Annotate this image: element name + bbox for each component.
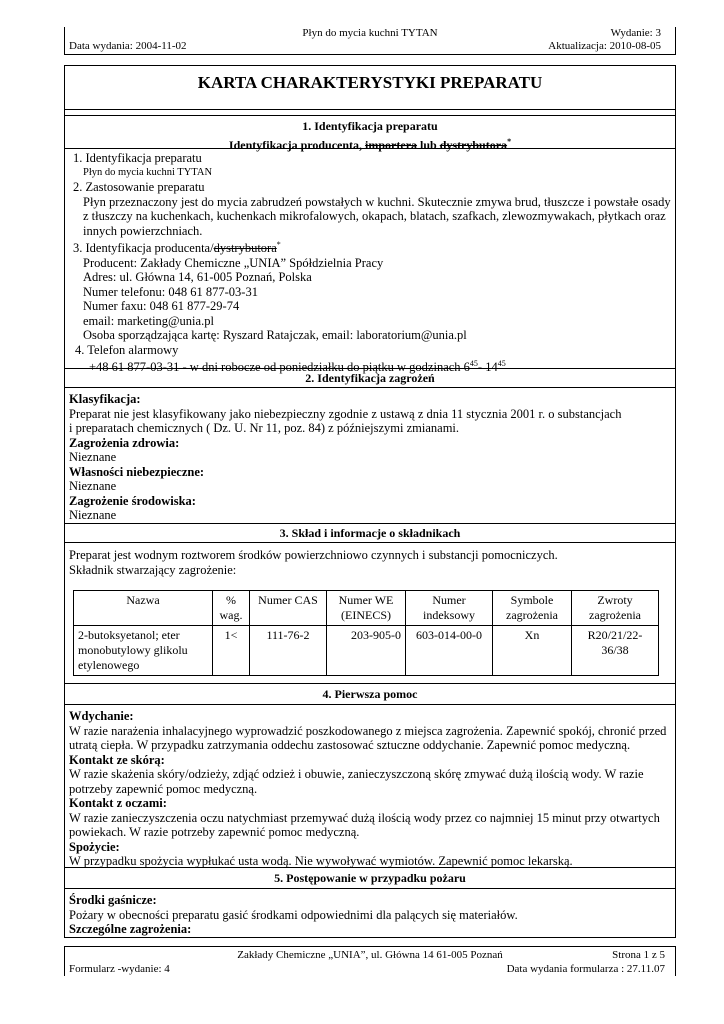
document-body [64,65,676,938]
s2-env-value: Nieznane [69,508,117,522]
s1-item-1: 1. Identyfikacja preparatu [73,151,202,165]
table-cell: 203-905-0 [327,626,406,676]
page-title: KARTA CHARAKTERYSTYKI PREPARATU [197,73,543,92]
s1-usage-line: innych powierzchniach. [83,223,203,238]
s4-text: powiekach. W razie potrzeby zapewnić pomoc medyczną. [69,825,360,839]
footer-form-date: Data wydania formularza : 27.11.07 [506,963,665,975]
s1-phone: Numer telefonu: 048 61 877-03-31 [83,284,258,299]
col-header: Symbole zagrożenia [493,591,572,626]
col-header: Numer indeksowy [406,591,493,626]
footer-page: Strona 1 z 5 [612,949,665,961]
composition-table [73,590,659,676]
s4-eye-heading: Kontakt z oczami: [69,796,167,810]
s2-danger-heading: Własności niebezpieczne: [69,464,205,479]
s4-ingestion-heading: Spożycie: [69,839,120,854]
s4-text: W razie skażenia skóry/odzieży, zdjąć odzież i obuwie, zanieczyszczoną skórę zmywać dużą ilością wody. W razie [69,767,644,781]
s5-text: Pożary w obecności preparatu gasić środkami odpowiednimi dla palących się materiałów. [69,907,518,922]
section-3-content [69,548,671,577]
s5-extinguishing-heading: Środki gaśnicze: [69,893,157,907]
s3-text: Preparat jest wodnym roztworem środków powierzchniowo czynnych i substancji pomocniczych. [69,548,558,562]
s4-text: W przypadku spożycia wypłukać usta wodą. Nie wywoływać wymiotów. Zapewnić pomoc lekarską. [69,854,573,868]
s1-item-3: 3. Identyfikacja producenta/dystrybutora* [73,240,281,256]
col-header: Numer WE (EINECS) [327,591,406,626]
section-1-heading [65,115,675,152]
table-header-row [74,591,659,626]
s4-text: W razie zanieczyszczenia oczu natychmiast przemywać dużą ilością wody przez co najmniej 15 minut przy otwartych [69,810,660,825]
s3-text: Składnik stwarzający zagrożenie: [69,562,237,577]
table-cell: 2-butoksyetanol; eter monobutylowy glikolu etylenowego [74,626,213,676]
section-4-heading: 4. Pierwsza pomoc [65,683,675,705]
s1-preparer: Osoba sporządzająca kartę: Ryszard Ratajczak, email: laboratorium@unia.pl [83,328,467,343]
s1-producer: Producent: Zakłady Chemiczne „UNIA” Spółdzielnia Pracy [83,255,384,270]
table-cell: Xn [493,626,572,676]
s1-alarm-phone: +48 61 877-03-31 - w dni robocze od poniedziałku do piątku w godzinach $6^{45}-$ $14^{45}$ [89,359,506,375]
table-cell: 1< [213,626,250,676]
page-header [64,27,676,55]
page-footer [64,946,676,976]
footer-form: Formularz -wydanie: 4 [69,963,170,975]
table-cell: 111-76-2 [250,626,327,676]
s2-health-value: Nieznane [69,450,117,464]
s2-danger-value: Nieznane [69,479,117,493]
section-1-title: 1. Identyfikacja preparatu [302,119,438,133]
s1-product-name: Płyn do mycia kuchni TYTAN [83,166,213,178]
s1-usage-line: z tłuszczy na kuchenkach, kuchenkach mikrofalowych, okapach, blatach, szafkach, zlewozmywakach, płytkach oraz [83,209,666,223]
s1-fax: Numer faxu: 048 61 877-29-74 [83,299,240,314]
s2-classification-text: i preparatach chemicznych ( Dz. U. Nr 11, poz. 84) z późniejszymi zmianami. [69,421,460,435]
col-header: Numer CAS [250,591,327,626]
section-5-content [69,893,671,937]
section-1-subtitle: Identyfikacja producenta, importera lub dystrybutora* [228,137,512,152]
s1-address: Adres: ul. Główna 14, 61-005 Poznań, Polska [83,270,312,285]
s2-health-heading: Zagrożenia zdrowia: [69,435,180,450]
s1-email: email: marketing@unia.pl [83,313,214,328]
s2-classification-heading: Klasyfikacja: [69,392,141,406]
section-1-content [69,151,671,375]
col-header: Zwroty zagrożenia [572,591,659,626]
section-2-content [69,392,671,523]
s1-item-2: 2. Zastosowanie preparatu [73,180,205,194]
header-issue-date: Data wydania: 2004-11-02 [69,40,187,52]
s1-item-4: 4. Telefon alarmowy [75,342,179,357]
title-box [65,66,675,110]
col-header: Nazwa [74,591,213,626]
section-5-heading: 5. Postępowanie w przypadku pożaru [65,867,675,889]
header-product: Płyn do mycia kuchni TYTAN [302,27,438,39]
table-row [74,626,659,676]
s1-usage-line: Płyn przeznaczony jest do mycia zabrudzeń powstałych w kuchni. Skutecznie zmywa brud, tłuszcze i powstałe osady [83,194,671,209]
s4-text: W razie narażenia inhalacyjnego wyprowadzić poszkodowanego z miejsca zagrożenia. Zapewnić spokój, chronić przed [69,723,667,738]
s2-env-heading: Zagrożenie środowiska: [69,493,196,508]
section-2-heading: 2. Identyfikacja zagrożeń [65,368,675,388]
section-3-heading: 3. Skład i informacje o składnikach [65,523,675,543]
table-cell: 603-014-00-0 [406,626,493,676]
header-edition: Wydanie: 3 [610,27,661,39]
s4-text: utratą ciepła. W przypadku zatrzymania oddechu zastosować sztuczne oddychanie. Zapewnić pomoc medyczną. [69,738,631,752]
header-update: Aktualizacja: 2010-08-05 [548,40,661,52]
s2-classification-text: Preparat nie jest klasyfikowany jako niebezpieczny zgodnie z ustawą z dnia 11 stycznia 2001 r. o substancjach [69,406,622,421]
footer-company: Zakłady Chemiczne „UNIA”, ul. Główna 14 61-005 Poznań [237,949,503,961]
s4-inhalation-heading: Wdychanie: [69,709,134,723]
s4-text: potrzeby zapewnić pomoc medyczną. [69,781,258,796]
col-header: % wag. [213,591,250,626]
s5-special-hazards-heading: Szczególne zagrożenia: [69,922,192,936]
s4-skin-heading: Kontakt ze skórą: [69,752,165,767]
table-cell: R20/21/22- 36/38 [572,626,659,676]
section-4-content [69,709,671,869]
